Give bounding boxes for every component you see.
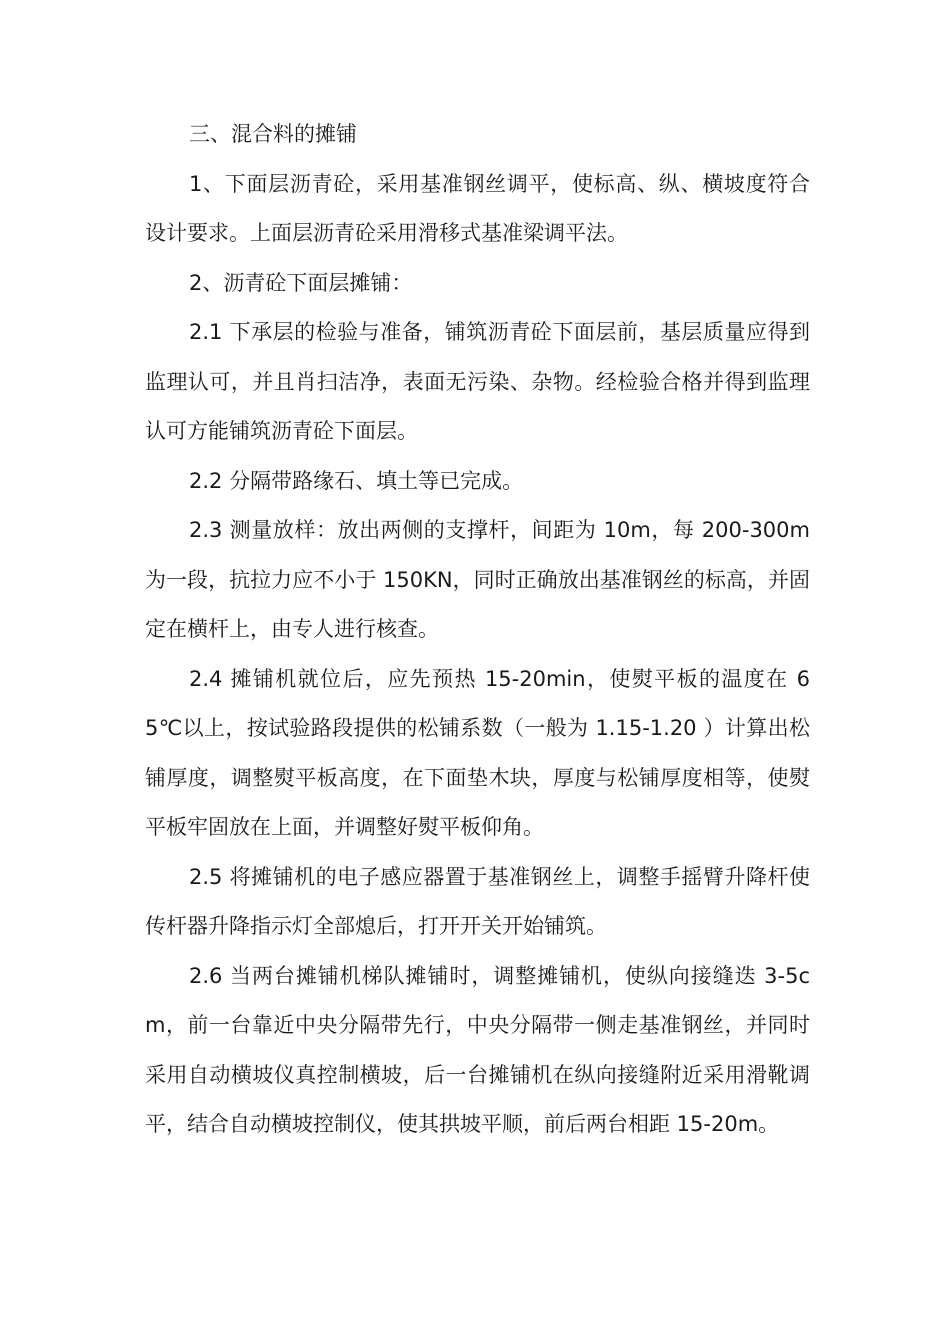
paragraph-2-5: 2.5 将摊铺机的电子感应器置于基准钢丝上，调整手摇臂升降杆使传杆器升降指示灯全部熄后，打开开关开始铺筑。 [145, 864, 810, 938]
paragraph-1: 1、下面层沥青砼，采用基准钢丝调平，使标高、纵、横坡度符合设计要求。上面层沥青砼采用滑移式基准梁调平法。 [145, 171, 810, 245]
paragraph-2-3: 2.3 测量放样：放出两侧的支撑杆，间距为 10m，每 200-300m 为一段，抗拉力应不小于 150KN，同时正确放出基准钢丝的标高，并固定在横杆上，由专人进行核查。 [145, 518, 810, 641]
document-body [145, 110, 810, 1150]
subsection-heading: 2、沥青砼下面层摊铺： [189, 270, 413, 295]
section-heading: 三、混合料的摊铺 [189, 122, 357, 146]
paragraph-2-1: 2.1 下承层的检验与准备，铺筑沥青砼下面层前，基层质量应得到监理认可，并且肖扫洁净，表面无污染、杂物。经检验合格并得到监理认可方能铺筑沥青砼下面层。 [145, 320, 810, 443]
paragraph-2-4: 2.4 摊铺机就位后，应先预热 15-20min，使熨平板的温度在 65℃以上，按试验路段提供的松铺系数（一般为 1.15-1.20 ）计算出松铺厚度，调整熨平板高度，在下面垫木块，厚度与松铺厚度相等，使熨平板牢固放在上面，并调整好熨平板仰角。 [145, 666, 810, 839]
paragraph-2-6: 2.6 当两台摊铺机梯队摊铺时，调整摊铺机，使纵向接缝迭 3-5cm，前一台靠近中央分隔带先行，中央分隔带一侧走基准钢丝，并同时采用自动横坡仪真控制横坡，后一台摊铺机在纵向接缝附近采用滑靴调平，结合自动横坡控制仪，使其拱坡平顺，前后两台相距 15-20m。 [145, 963, 810, 1136]
paragraph-2-2: 2.2 分隔带路缘石、填土等已完成。 [189, 468, 524, 493]
